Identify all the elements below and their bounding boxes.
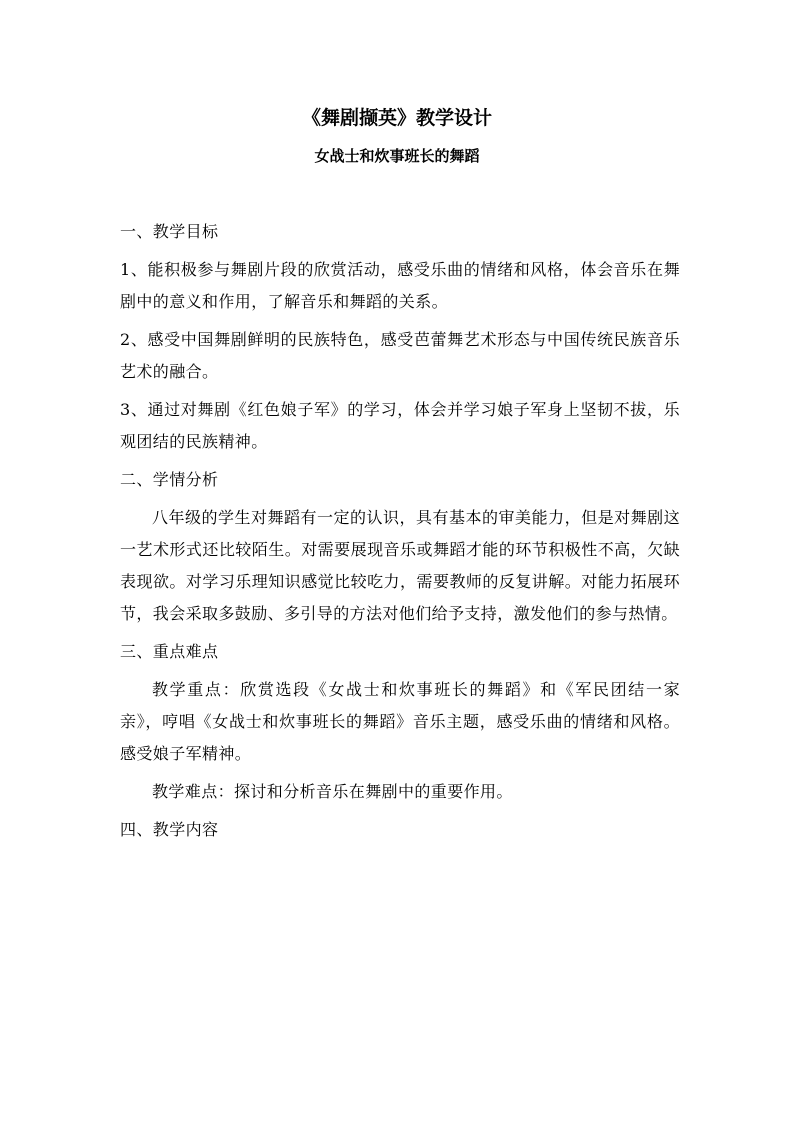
teaching-difficulty-paragraph: 教学难点：探讨和分析音乐在舞剧中的重要作用。 (152, 782, 513, 801)
document-title: 《舞剧撷英》教学设计 (301, 107, 492, 129)
section-heading-content: 四、教学内容 (120, 820, 219, 839)
document-body (120, 216, 680, 846)
teaching-focus-paragraph: 教学重点：欣赏选段《女战士和炊事班长的舞蹈》和《军民团结一家亲》，哼唱《女战士和炊事班长的舞蹈》音乐主题，感受乐曲的情绪和风格。感受娘子军精神。 (120, 680, 680, 763)
document-subtitle: 女战士和炊事班长的舞蹈 (314, 147, 480, 165)
section-heading-keypoints: 三、重点难点 (120, 642, 219, 661)
section-heading-goals: 一、教学目标 (120, 222, 219, 241)
section-heading-analysis: 二、学情分析 (120, 470, 219, 489)
goal-item: 1、能积极参与舞剧片段的欣赏活动，感受乐曲的情绪和风格，体会音乐在舞剧中的意义和作用，了解音乐和舞蹈的关系。 (120, 260, 680, 311)
goal-item: 2、感受中国舞剧鲜明的民族特色，感受芭蕾舞艺术形态与中国传统民族音乐艺术的融合。 (120, 330, 680, 381)
goal-item: 3、通过对舞剧《红色娘子军》的学习，体会并学习娘子军身上坚韧不拔，乐观团结的民族精神。 (120, 400, 680, 451)
analysis-paragraph: 八年级的学生对舞蹈有一定的认识，具有基本的审美能力，但是对舞剧这一艺术形式还比较陌生。对需要展现音乐或舞蹈才能的环节积极性不高，欠缺表现欲。对学习乐理知识感觉比较吃力，需要教师的反复讲解。对能力拓展环节，我会采取多鼓励、多引导的方法对他们给予支持，激发他们的参与热情。 (120, 508, 680, 623)
